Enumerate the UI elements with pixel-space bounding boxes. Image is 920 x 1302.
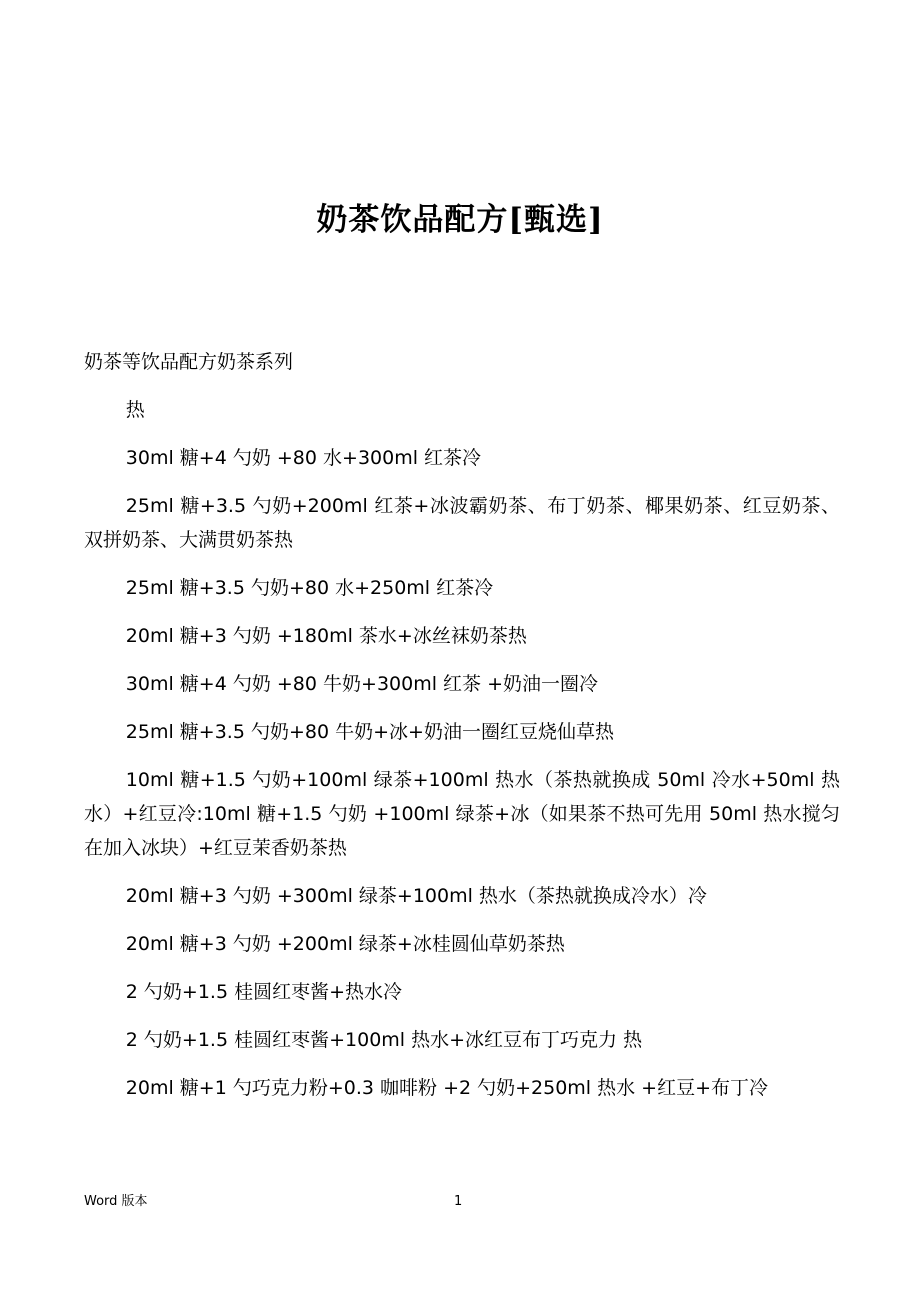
paragraph: 20ml 糖+3 勺奶 +200ml 绿茶+冰桂圆仙草奶茶热 <box>125 933 565 955</box>
paragraph: 2 勺奶+1.5 桂圆红枣酱+热水冷 <box>125 981 403 1003</box>
document-body <box>84 345 840 1119</box>
page-number: 1 <box>454 1194 463 1209</box>
paragraph: 25ml 糖+3.5 勺奶+80 牛奶+冰+奶油一圈红豆烧仙草热 <box>125 721 614 743</box>
paragraph: 20ml 糖+3 勺奶 +300ml 绿茶+100ml 热水（茶热就换成冷水）冷 <box>125 885 707 907</box>
footer-label: Word 版本 <box>84 1194 148 1209</box>
paragraph: 10ml 糖+1.5 勺奶+100ml 绿茶+100ml 热水（茶热就换成 50ml 冷水+50ml 热水）+红豆冷:10ml 糖+1.5 勺奶 +100ml 绿茶+冰（如果茶不热可先用 50ml 热水搅匀在加入冰块）+红豆茉香奶茶热 <box>84 769 840 859</box>
paragraph: 25ml 糖+3.5 勺奶+200ml 红茶+冰波霸奶茶、布丁奶茶、椰果奶茶、红豆奶茶、双拼奶茶、大满贯奶茶热 <box>84 495 840 551</box>
paragraph: 25ml 糖+3.5 勺奶+80 水+250ml 红茶冷 <box>125 577 494 599</box>
paragraph-heading: 奶茶等饮品配方奶茶系列 <box>84 351 294 373</box>
paragraph: 热 <box>125 399 145 421</box>
paragraph: 20ml 糖+3 勺奶 +180ml 茶水+冰丝袜奶茶热 <box>125 625 527 647</box>
paragraph: 30ml 糖+4 勺奶 +80 牛奶+300ml 红茶 +奶油一圈冷 <box>125 673 598 695</box>
paragraph: 30ml 糖+4 勺奶 +80 水+300ml 红茶冷 <box>125 447 482 469</box>
paragraph: 2 勺奶+1.5 桂圆红枣酱+100ml 热水+冰红豆布丁巧克力 热 <box>125 1029 643 1051</box>
document-title: 奶茶饮品配方[甄选] <box>316 202 604 238</box>
paragraph: 20ml 糖+1 勺巧克力粉+0.3 咖啡粉 +2 勺奶+250ml 热水 +红豆+布丁冷 <box>125 1077 769 1099</box>
